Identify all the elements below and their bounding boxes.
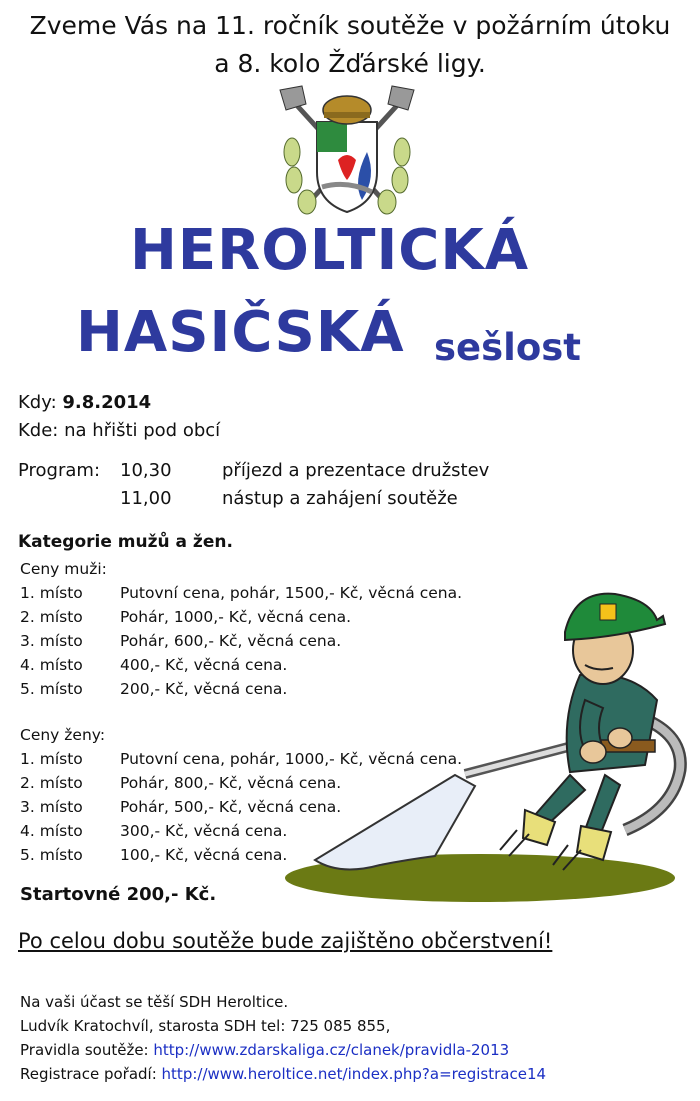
prize-description: 300,- Kč, věcná cena.: [120, 822, 288, 840]
refreshment-notice: Po celou dobu soutěže bude zajištěno občerstvení!: [18, 929, 553, 953]
rules-label: Pravidla soutěže:: [20, 1041, 149, 1059]
prize-place: 3. místo: [20, 798, 83, 816]
footer-registration: [20, 1062, 546, 1086]
prize-description: Pohár, 1000,- Kč, věcná cena.: [120, 608, 352, 626]
prize-place: 1. místo: [20, 750, 83, 768]
invitation-line-2: a 8. kolo Žďárské ligy.: [214, 49, 486, 78]
program-text-1: příjezd a prezentace družstev: [222, 460, 490, 481]
firefighter-illustration: [285, 560, 695, 905]
prize-description: 100,- Kč, věcná cena.: [120, 846, 288, 864]
women-prizes-label: Ceny ženy:: [20, 726, 106, 744]
prize-place: 2. místo: [20, 774, 83, 792]
registration-link[interactable]: http://www.heroltice.net/index.php?a=registrace14: [161, 1065, 547, 1083]
registration-label: Registrace pořadí:: [20, 1065, 157, 1083]
men-prizes-label: Ceny muži:: [20, 560, 107, 578]
prize-place: 5. místo: [20, 846, 83, 864]
prize-place: 4. místo: [20, 822, 83, 840]
where-value: na hřišti pod obcí: [64, 420, 221, 441]
prize-description: 400,- Kč, věcná cena.: [120, 656, 288, 674]
prize-description: Pohár, 600,- Kč, věcná cena.: [120, 632, 342, 650]
rules-link[interactable]: http://www.zdarskaliga.cz/clanek/pravidla-2013: [153, 1041, 510, 1059]
invitation-line-1: Zveme Vás na 11. ročník soutěže v požárním útoku: [29, 11, 671, 40]
footer-greeting: Na vaši účast se těší SDH Heroltice.: [20, 993, 289, 1011]
prize-place: 4. místo: [20, 656, 83, 674]
when-row: [18, 392, 151, 413]
where-label: Kde:: [18, 420, 59, 441]
prize-place: 5. místo: [20, 680, 83, 698]
entry-fee: Startovné 200,- Kč.: [20, 884, 217, 905]
prize-description: 200,- Kč, věcná cena.: [120, 680, 288, 698]
program-time-2: 11,00: [120, 488, 172, 509]
fire-brigade-emblem: [272, 82, 422, 222]
title-line-1: HEROLTICKÁ: [130, 218, 530, 283]
where-row: [18, 420, 220, 441]
prize-description: Putovní cena, pohár, 1000,- Kč, věcná cena.: [120, 750, 463, 768]
program-text-2: nástup a zahájení soutěže: [222, 488, 458, 509]
title-line-2: HASIČSKÁ: [76, 300, 405, 365]
prize-description: Pohár, 800,- Kč, věcná cena.: [120, 774, 342, 792]
prize-place: 3. místo: [20, 632, 83, 650]
when-date: 9.8.2014: [62, 392, 152, 413]
program-label: Program:: [18, 460, 101, 481]
title-line-3: sešlost: [434, 326, 581, 369]
footer-contact: Ludvík Kratochvíl, starosta SDH tel: 725 085 855,: [20, 1017, 391, 1035]
prize-description: Pohár, 500,- Kč, věcná cena.: [120, 798, 342, 816]
prize-description: Putovní cena, pohár, 1500,- Kč, věcná cena.: [120, 584, 463, 602]
footer-rules: [20, 1038, 509, 1062]
program-time-1: 10,30: [120, 460, 172, 481]
when-label: Kdy:: [18, 392, 57, 413]
category-heading: Kategorie mužů a žen.: [18, 532, 233, 552]
prize-place: 1. místo: [20, 584, 83, 602]
prize-place: 2. místo: [20, 608, 83, 626]
